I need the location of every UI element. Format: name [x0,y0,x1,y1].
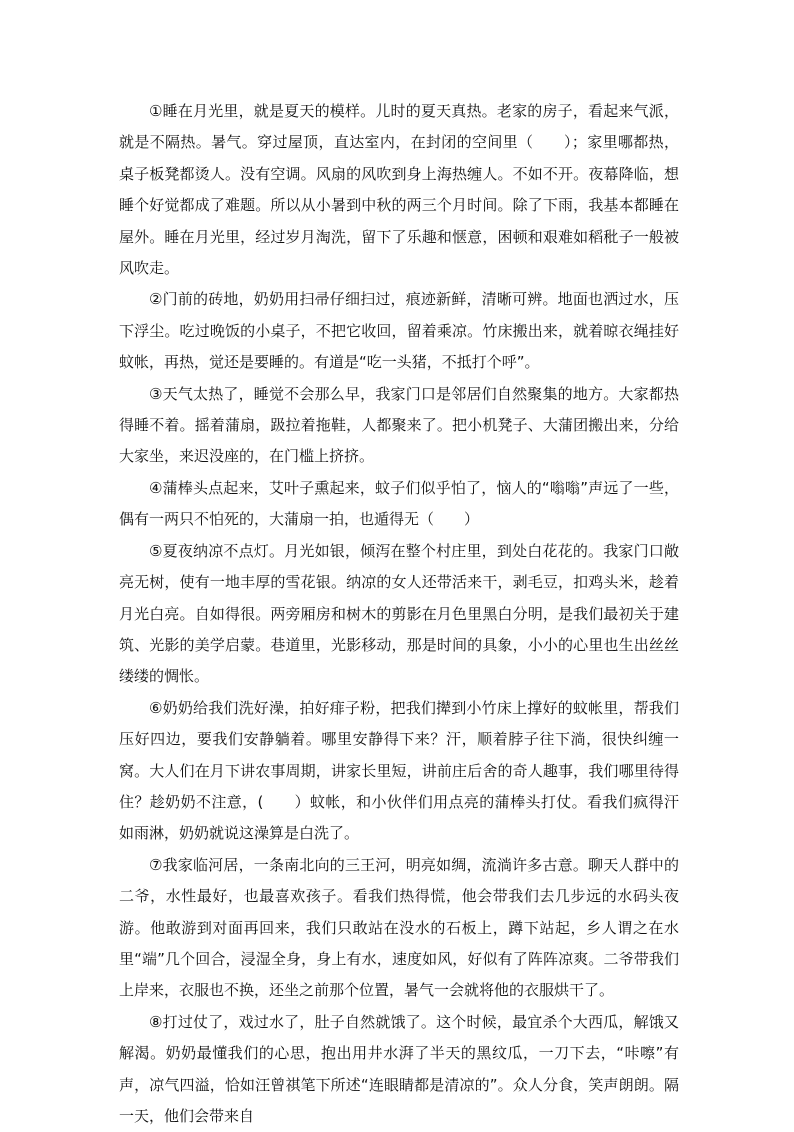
paragraph-1: ①睡在月光里，就是夏天的模样。儿时的夏天真热。老家的房子，看起来气派，就是不隔热。暑气。穿过屋顶，直达室内，在封闭的空间里（ ）；家里哪都热，桌子板凳都烫人。没有空调。风扇的风吹到身上海热缠人。不如不开。夜幕降临，想睡个好觉都成了难题。所以从小暑到中秋的两三个月时间。除了下雨，我基本都睡在屋外。睡在月光里，经过岁月淘洗，留下了乐趣和惬意，困顿和艰难如稻秕子一般被风吹走。 [119,102,679,278]
paragraph-3: ③天气太热了，睡觉不会那么早，我家门口是邻居们自然聚集的地方。大家都热得睡不着。摇着蒲扇，趿拉着拖鞋，人都聚来了。把小机凳子、大蒲团搬出来，分给大家坐，来迟没座的，在门槛上挤挤。 [119,384,679,466]
paragraph-2: ②门前的砖地，奶奶用扫帚仔细扫过，痕迹新鲜，清晰可辨。地面也洒过水，压下浮尘。吃过晚饭的小桌子，不把它收回，留着乘凉。竹床搬出来，就着晾衣绳挂好蚊帐，再热，觉还是要睡的。有道是“吃一头猪，不抵打个呼”。 [119,290,679,372]
paragraph-6: ⑥奶奶给我们洗好澡，拍好痱子粉，把我们撵到小竹床上撑好的蚊帐里，帮我们压好四边，要我们安静躺着。哪里安静得下来？汗，顺着脖子往下淌，很快纠缠一窝。大人们在月下讲农事周期，讲家长里短，讲前庄后舍的奇人趣事，我们哪里待得住？趁奶奶不注意，( ）蚊帐，和小伙伴们用点亮的蒲棒头打仗。看我们疯得汗如雨淋，奶奶就说这澡算是白洗了。 [119,698,679,843]
paragraph-7: ⑦我家临河居，一条南北向的三王河，明亮如绸，流淌许多古意。聊天人群中的二爷，水性最好，也最喜欢孩子。看我们热得慌，他会带我们去几步远的水码头夜游。他敢游到对面再回来，我们只敢站在没水的石板上，蹲下站起，乡人谓之在水里“端”几个回合，浸湿全身，身上有水，速度如风，好似有了阵阵凉爽。二爷带我们上岸来，衣服也不换，还坐之前那个位置，暑气一会就将他的衣服烘干了。 [119,855,679,1000]
paragraph-5: ⑤夏夜纳凉不点灯。月光如银，倾泻在整个村庄里，到处白花花的。我家门口敞亮无树，使有一地丰厚的雪花银。纳凉的女人还带活来干，剥毛豆，扣鸡头米，趁着月光白亮。自如得很。两旁厢房和树木的剪影在月色里黑白分明，是我们最初关于建筑、光影的美学启蒙。巷道里，光影移动，那是时间的具象，小小的心里也生出丝丝缕缕的惆怅。 [119,541,679,686]
paragraph-8: ⑧打过仗了，戏过水了，肚子自然就饿了。这个时候，最宜杀个大西瓜，解饿又解渴。奶奶最懂我们的心思，抱出用井水湃了半天的黑纹瓜，一刀下去，“咔嚓”有声，凉气四溢，恰如汪曾祺笔下所述“连眼睛都是清凉的”。众人分食，笑声朗朗。隔一天，他们会带来自 [119,1012,679,1125]
article-body [119,96,679,1132]
paragraph-4: ④蒲棒头点起来，艾叶子熏起来，蚊子们似乎怕了，恼人的“嗡嗡”声远了一些，偶有一两只不怕死的，大蒲扇一拍，也遁得无（ ） [119,478,679,529]
